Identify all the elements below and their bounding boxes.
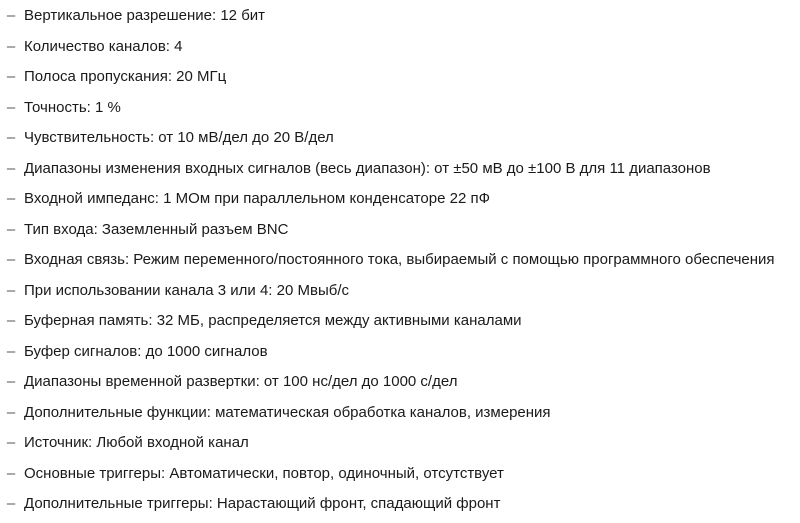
dash-bullet: –	[6, 68, 16, 85]
spec-text: Входной импеданс: 1 МОм при параллельном конденсаторе 22 пФ	[24, 190, 491, 207]
dash-bullet: –	[6, 342, 16, 360]
list-item	[0, 184, 800, 215]
list-item	[0, 154, 800, 185]
spec-text: Вертикальное разрешение: 12 бит	[24, 7, 266, 24]
spec-text: Входная связь: Режим переменного/постоянного тока, выбираемый с помощью программного обеспечения	[24, 251, 775, 268]
spec-text: Буферная память: 32 МБ, распределяется между активными каналами	[24, 312, 522, 329]
dash-bullet: –	[6, 129, 16, 146]
list-item	[0, 245, 800, 276]
spec-text: Полоса пропускания: 20 МГц	[24, 68, 227, 85]
dash-bullet: –	[6, 98, 16, 116]
spec-text: Источник: Любой входной канал	[24, 434, 249, 451]
spec-text: Диапазоны временной развертки: от 100 нс/дел до 1000 с/дел	[24, 373, 458, 390]
dash-bullet: –	[6, 251, 16, 268]
list-item	[0, 32, 800, 63]
list-item	[0, 367, 800, 398]
list-item	[0, 306, 800, 337]
dash-bullet: –	[6, 37, 16, 55]
list-item	[0, 337, 800, 368]
spec-text: Буфер сигналов: до 1000 сигналов	[24, 342, 268, 360]
list-item	[0, 489, 800, 520]
list-item	[0, 93, 800, 124]
list-item	[0, 428, 800, 459]
list-item	[0, 459, 800, 490]
list-item	[0, 398, 800, 429]
list-item	[0, 123, 800, 154]
list-item	[0, 62, 800, 93]
dash-bullet: –	[6, 464, 16, 482]
dash-bullet: –	[6, 7, 16, 24]
dash-bullet: –	[6, 312, 16, 329]
spec-text: Дополнительные триггеры: Нарастающий фронт, спадающий фронт	[24, 495, 501, 512]
dash-bullet: –	[6, 159, 16, 177]
spec-text: Чувствительность: от 10 мВ/дел до 20 В/дел	[24, 129, 334, 146]
spec-text: Тип входа: Заземленный разъем BNC	[24, 220, 289, 238]
spec-list	[0, 1, 800, 520]
dash-bullet: –	[6, 434, 16, 451]
spec-text: Точность: 1 %	[24, 98, 121, 116]
dash-bullet: –	[6, 495, 16, 512]
spec-text: Основные триггеры: Автоматически, повтор, одиночный, отсутствует	[24, 464, 504, 482]
list-item	[0, 276, 800, 307]
spec-text: При использовании канала 3 или 4: 20 Мвыб/с	[24, 281, 349, 299]
dash-bullet: –	[6, 281, 16, 299]
dash-bullet: –	[6, 220, 16, 238]
list-item	[0, 1, 800, 32]
dash-bullet: –	[6, 190, 16, 207]
dash-bullet: –	[6, 373, 16, 390]
dash-bullet: –	[6, 403, 16, 421]
spec-text: Количество каналов: 4	[24, 37, 183, 55]
spec-text: Диапазоны изменения входных сигналов (весь диапазон): от ±50 мВ до ±100 В для 11 диапазонов	[24, 159, 711, 177]
spec-text: Дополнительные функции: математическая обработка каналов, измерения	[24, 403, 551, 421]
list-item	[0, 215, 800, 246]
